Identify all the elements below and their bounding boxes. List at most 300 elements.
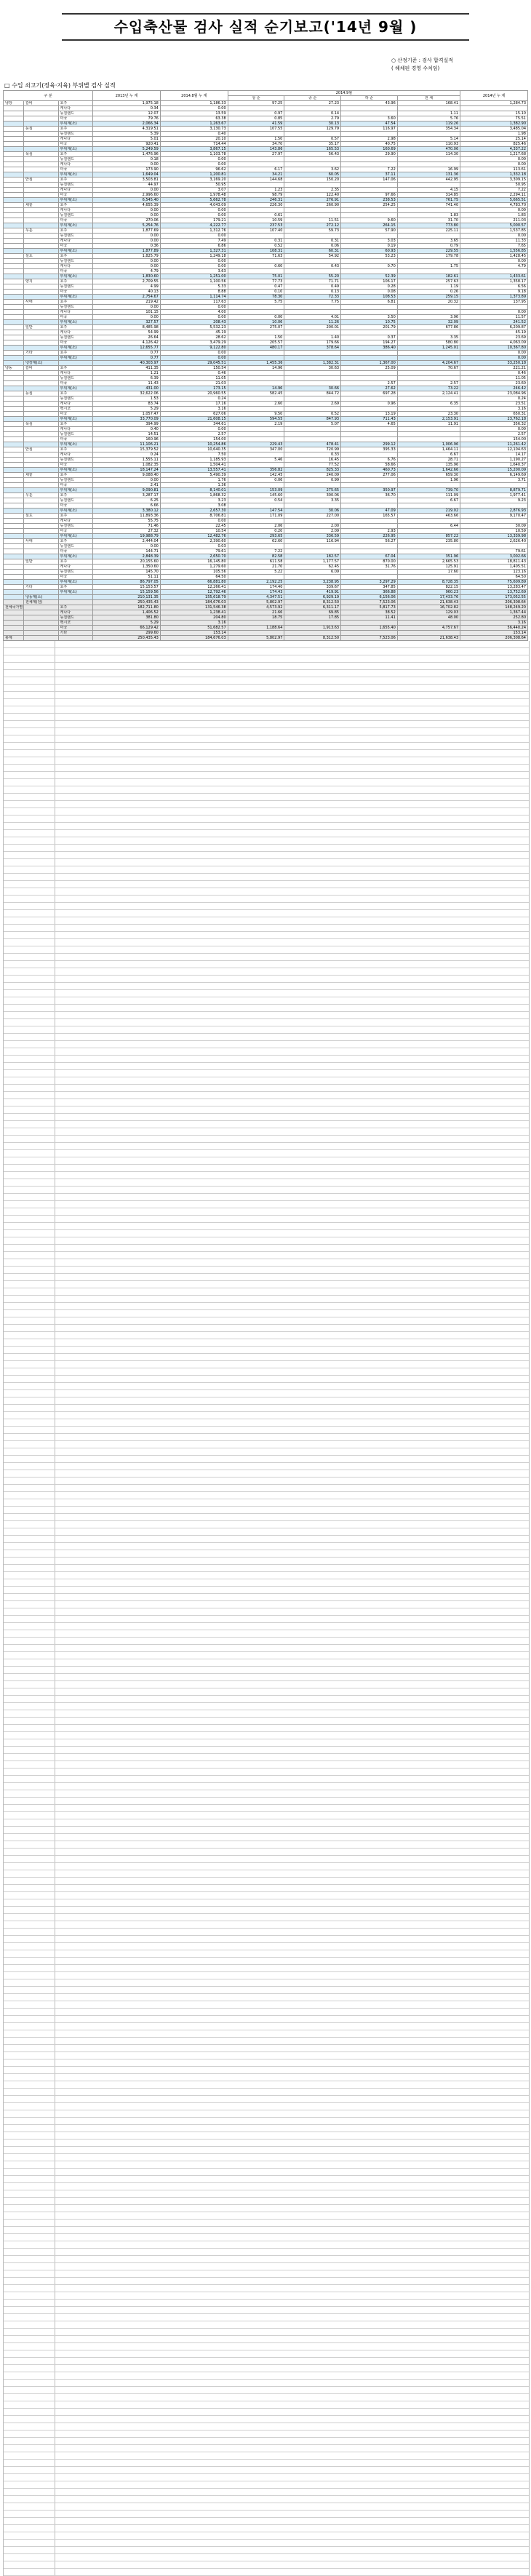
table-cell: 1,504.41 (160, 463, 228, 468)
table-cell (341, 621, 398, 626)
table-cell: 2.57 (460, 432, 528, 437)
table-cell: 22.45 (160, 524, 228, 529)
row-label-c3: 캐나다 (58, 239, 93, 244)
table-cell (284, 432, 341, 437)
table-cell: 2.41 (93, 483, 161, 488)
row-label-c3: 부위계(소) (58, 417, 93, 422)
table-cell: 11,893.36 (93, 514, 161, 519)
row-label-c1 (4, 524, 24, 529)
table-cell (341, 269, 398, 274)
row-label-c1: 총계 (4, 636, 24, 641)
table-cell: 17.60 (397, 570, 460, 575)
table-cell: 0.00 (160, 519, 228, 524)
table-row (4, 463, 528, 468)
row-label-c2 (24, 249, 58, 254)
table-cell: 1.11 (397, 111, 460, 116)
table-cell: 113.61 (460, 167, 528, 172)
table-cell (284, 631, 341, 636)
table-row (4, 137, 528, 142)
row-label-c3: 부위계(소) (58, 356, 93, 361)
table-cell: 82.58 (228, 554, 284, 559)
table-cell: 131,546.38 (160, 605, 228, 610)
table-cell: 7,523.06 (341, 636, 398, 641)
table-cell: 857.22 (397, 534, 460, 539)
row-label-c2 (24, 437, 58, 442)
table-cell: 108.31 (228, 249, 284, 254)
row-label-c1 (4, 559, 24, 565)
table-row (4, 498, 528, 503)
table-cell: 0.85 (228, 116, 284, 121)
table-cell: 12,104.63 (460, 447, 528, 452)
table-cell: 339.67 (284, 585, 341, 590)
row-label-c2: 목심 (24, 152, 58, 157)
table-cell: 123.16 (460, 570, 528, 575)
table-cell: 32.09 (397, 320, 460, 325)
table-cell: 386.40 (341, 346, 398, 351)
table-cell: 116.97 (341, 127, 398, 132)
table-cell (341, 330, 398, 335)
row-label-c1 (4, 111, 24, 116)
table-cell (397, 621, 460, 626)
table-cell: 31.70 (397, 218, 460, 223)
row-label-c2: 사태 (24, 300, 58, 305)
table-cell: 0.31 (228, 239, 284, 244)
table-cell: 3.07 (160, 188, 228, 193)
row-label-c1 (4, 310, 24, 315)
table-cell: 9.18 (460, 290, 528, 295)
table-cell (341, 162, 398, 167)
row-label-c2 (24, 524, 58, 529)
table-cell: 150.20 (284, 178, 341, 183)
table-cell (284, 356, 341, 361)
table-cell (341, 106, 398, 111)
row-label-c2: 설도 (24, 514, 58, 519)
table-row (4, 361, 528, 366)
row-label-c2 (24, 223, 58, 228)
row-label-c1 (4, 244, 24, 249)
table-cell: 0.00 (93, 208, 161, 213)
table-cell: 45.19 (160, 330, 228, 335)
table-cell (284, 437, 341, 442)
table-cell: 0.00 (93, 213, 161, 218)
row-label-c2 (24, 468, 58, 473)
table-cell: 13,283.47 (460, 585, 528, 590)
table-cell: 20,155.60 (93, 559, 161, 565)
table-cell: 12.07 (93, 111, 161, 116)
table-cell: 5,000.57 (460, 223, 528, 228)
row-label-c1 (4, 361, 24, 366)
row-label-c2 (24, 442, 58, 447)
table-cell: 143.86 (228, 147, 284, 152)
row-label-c2 (24, 356, 58, 361)
inspection-table (3, 90, 528, 641)
table-cell (228, 310, 284, 315)
table-cell (397, 208, 460, 213)
row-label-c3: 부위계(소) (58, 488, 93, 493)
table-cell: 4,222.77 (160, 223, 228, 228)
header-early: 상 순 (228, 96, 284, 101)
table-cell: 71.63 (228, 254, 284, 259)
table-cell: 13.59 (160, 111, 228, 116)
table-cell: 1.53 (93, 396, 161, 402)
table-cell: 254.25 (341, 203, 398, 208)
row-label-c2 (24, 295, 58, 300)
row-label-c3: 뉴질랜드 (58, 234, 93, 239)
table-cell: 145.70 (93, 570, 161, 575)
row-label-c1 (4, 417, 24, 422)
row-label-c2 (24, 529, 58, 534)
table-cell: 13.19 (341, 412, 398, 417)
table-cell: 117.63 (160, 300, 228, 305)
table-cell: 6.66 (93, 503, 161, 509)
table-row (4, 519, 528, 524)
table-row (4, 427, 528, 432)
table-cell: 1.36 (160, 483, 228, 488)
table-cell: 200.01 (284, 325, 341, 330)
table-cell: 98.79 (228, 193, 284, 198)
table-cell: 1.50 (228, 335, 284, 340)
row-label-c1 (4, 437, 24, 442)
table-cell: 0.00 (93, 544, 161, 549)
table-cell: 2.98 (341, 137, 398, 142)
row-label-c1 (4, 249, 24, 254)
table-row (4, 183, 528, 188)
table-cell: 11.33 (460, 239, 528, 244)
table-row (4, 300, 528, 305)
table-cell: 41.59 (228, 121, 284, 127)
row-label-c1 (4, 621, 24, 626)
table-cell: 336.59 (284, 534, 341, 539)
table-cell: 3.08 (160, 503, 228, 509)
table-cell: 33,770.09 (93, 417, 161, 422)
table-cell: 1,284.73 (460, 101, 528, 106)
table-cell: 6.67 (397, 452, 460, 458)
table-cell: 0.00 (460, 259, 528, 264)
table-cell: 21.03 (160, 381, 228, 386)
table-cell: 2,876.93 (460, 509, 528, 514)
table-cell: 0.24 (460, 396, 528, 402)
table-cell: 2.35 (284, 188, 341, 193)
table-cell: 354.34 (397, 127, 460, 132)
table-cell: 12,655.77 (93, 346, 161, 351)
row-label-c1 (4, 585, 24, 590)
table-cell: 1,006.96 (397, 442, 460, 447)
table-cell: 419.91 (284, 590, 341, 595)
table-cell: 5.29 (93, 621, 161, 626)
table-cell: 252.80 (460, 615, 528, 621)
table-cell: 0.37 (341, 335, 398, 340)
row-label-c2: 기타 (24, 585, 58, 590)
table-row (4, 213, 528, 218)
table-cell: 4.15 (397, 188, 460, 193)
row-label-c3: 부위계(소) (58, 534, 93, 539)
table-cell: 300.06 (284, 493, 341, 498)
table-cell: 0.00 (93, 305, 161, 310)
row-label-c1 (4, 493, 24, 498)
row-label-c1 (4, 315, 24, 320)
table-cell: 5.07 (284, 422, 341, 427)
row-label-c1 (4, 106, 24, 111)
row-label-c1 (4, 239, 24, 244)
table-cell: 711.43 (341, 417, 398, 422)
table-cell (341, 498, 398, 503)
row-label-c3: 호주 (58, 493, 93, 498)
table-cell: 5,802.97 (228, 600, 284, 605)
row-label-c3: 부위계(소) (58, 320, 93, 325)
row-label-c2 (24, 396, 58, 402)
table-cell: 0.40 (160, 132, 228, 137)
row-label-c2 (24, 417, 58, 422)
table-row (4, 636, 528, 641)
table-cell: 7.22 (228, 549, 284, 554)
row-label-c2 (24, 116, 58, 121)
row-label-c2 (24, 478, 58, 483)
table-cell: 0.70 (341, 264, 398, 269)
table-cell: 54.92 (284, 254, 341, 259)
row-label-c2: 채끝 (24, 473, 58, 478)
table-cell: 0.03 (160, 544, 228, 549)
row-label-c1 (4, 615, 24, 621)
row-label-c1 (4, 147, 24, 152)
table-row (4, 111, 528, 116)
table-cell (284, 396, 341, 402)
table-cell: 0.18 (93, 157, 161, 162)
table-cell (341, 259, 398, 264)
table-cell: 2,848.39 (93, 554, 161, 559)
table-cell: 1,251.00 (160, 274, 228, 279)
table-row (4, 396, 528, 402)
table-cell: 3,485.04 (460, 127, 528, 132)
table-cell: 0.00 (460, 310, 528, 315)
table-cell: 5,254.76 (93, 223, 161, 228)
table-cell: 2,650.70 (160, 554, 228, 559)
table-cell: 2.19 (228, 422, 284, 427)
table-cell: 0.79 (397, 244, 460, 249)
row-label-c2: 우둔 (24, 493, 58, 498)
table-cell: 480.17 (228, 346, 284, 351)
table-cell: 8,706.81 (160, 514, 228, 519)
table-cell (341, 437, 398, 442)
table-cell (284, 407, 341, 412)
header-mid: 중 순 (284, 96, 341, 101)
table-cell: 8,728.35 (397, 580, 460, 585)
row-label-c1 (4, 127, 24, 132)
table-cell: 66,881.80 (160, 580, 228, 585)
row-label-c3: 호주 (58, 254, 93, 259)
table-cell (228, 259, 284, 264)
table-row (4, 356, 528, 361)
table-cell: 235.80 (397, 539, 460, 544)
table-cell: 650.31 (460, 412, 528, 417)
table-cell: 34.70 (228, 142, 284, 147)
table-row (4, 121, 528, 127)
table-cell: 20.10 (160, 137, 228, 142)
table-cell: 2,626.40 (460, 539, 528, 544)
row-label-c1 (4, 447, 24, 452)
row-label-c2: 안심 (24, 447, 58, 452)
table-cell: 5.22 (228, 570, 284, 575)
row-label-c3 (58, 361, 93, 366)
table-cell: 122.40 (284, 193, 341, 198)
table-cell: 54.99 (93, 330, 161, 335)
table-row (4, 544, 528, 549)
table-cell: 0.00 (160, 157, 228, 162)
table-cell: 6.35 (397, 402, 460, 407)
table-cell: 1,103.78 (160, 152, 228, 157)
table-cell: 1,249.18 (160, 254, 228, 259)
table-cell: 844.72 (284, 391, 341, 396)
row-label-c3: 뉴질랜드 (58, 259, 93, 264)
table-cell: 2,996.60 (93, 193, 161, 198)
row-label-c2 (24, 554, 58, 559)
table-cell (341, 310, 398, 315)
table-cell: 96.62 (160, 167, 228, 172)
table-continuation (3, 641, 530, 2576)
table-cell: 1,327.31 (160, 249, 228, 254)
table-cell (228, 407, 284, 412)
table-cell: 1,382.90 (460, 121, 528, 127)
table-cell: 2,709.55 (93, 279, 161, 284)
table-cell (228, 305, 284, 310)
table-cell: 6.17 (228, 167, 284, 172)
table-cell: 226.95 (341, 534, 398, 539)
table-cell: 0.00 (93, 259, 161, 264)
table-cell: 0.00 (460, 208, 528, 213)
table-cell: 8,879.71 (460, 488, 528, 493)
table-cell (284, 213, 341, 218)
table-cell (284, 483, 341, 488)
table-cell: 3.62 (284, 167, 341, 172)
table-cell: 773.80 (397, 223, 460, 228)
table-cell: 21,608.15 (160, 417, 228, 422)
table-cell: 10.59 (460, 529, 528, 534)
table-cell: 580.80 (397, 340, 460, 346)
table-row (4, 315, 528, 320)
table-row (4, 239, 528, 244)
row-label-c2 (24, 340, 58, 346)
row-label-c1 (4, 152, 24, 157)
row-label-c1 (4, 218, 24, 223)
table-cell: 6,156.06 (341, 595, 398, 600)
row-label-c1 (4, 208, 24, 213)
table-cell: 45.19 (460, 330, 528, 335)
table-cell: 15,200.09 (460, 468, 528, 473)
table-cell: 11.05 (160, 376, 228, 381)
table-row (4, 188, 528, 193)
table-cell: 2,124.41 (397, 391, 460, 396)
row-label-c3: 부위계(소) (58, 442, 93, 447)
table-cell: 147.06 (341, 178, 398, 183)
table-cell: 5.29 (93, 407, 161, 412)
table-cell: 10.54 (160, 529, 228, 534)
table-cell (341, 427, 398, 432)
table-cell (284, 305, 341, 310)
table-cell: 47.09 (341, 509, 398, 514)
row-label-c1 (4, 610, 24, 615)
table-cell: 739.70 (397, 488, 460, 493)
table-row (4, 335, 528, 340)
table-cell: 277.06 (341, 473, 398, 478)
table-row (4, 509, 528, 514)
table-cell: 0.47 (228, 284, 284, 290)
table-cell (284, 351, 341, 356)
row-label-c2 (24, 503, 58, 509)
table-cell: 211.03 (460, 218, 528, 223)
row-label-c1 (4, 274, 24, 279)
table-cell: 57.90 (341, 228, 398, 234)
table-row (4, 473, 528, 478)
table-cell: 3,479.29 (160, 340, 228, 346)
row-label-c1 (4, 371, 24, 376)
row-label-c3: 캐나다 (58, 452, 93, 458)
table-cell (228, 330, 284, 335)
row-label-c3: 미국 (58, 412, 93, 417)
table-cell (228, 162, 284, 167)
table-cell (397, 157, 460, 162)
row-label-c2: 설도 (24, 254, 58, 259)
table-cell: 1.83 (397, 213, 460, 218)
table-row (4, 549, 528, 554)
table-cell: 15,153.57 (93, 585, 161, 590)
row-label-c1 (4, 396, 24, 402)
row-label-c3: 캐나다 (58, 264, 93, 269)
row-label-c1 (4, 188, 24, 193)
table-cell: 64.50 (160, 575, 228, 580)
table-cell: 0.00 (160, 162, 228, 167)
table-cell: 15,379.52 (93, 447, 161, 452)
row-label-c1 (4, 351, 24, 356)
note-line: ○ 산정기준 : 검사 합격실적 (391, 57, 453, 63)
table-cell: 1,100.56 (160, 279, 228, 284)
table-cell: 0.00 (93, 234, 161, 239)
row-label-c2: 우둔 (24, 228, 58, 234)
table-cell: 3.16 (160, 407, 228, 412)
table-cell: 75.51 (460, 116, 528, 121)
table-cell (341, 132, 398, 137)
table-cell: 184,676.03 (160, 636, 228, 641)
table-cell: 299.60 (93, 631, 161, 636)
table-cell: 0.00 (160, 213, 228, 218)
table-cell: 356.32 (460, 422, 528, 427)
table-cell: 1,405.51 (460, 565, 528, 570)
table-cell: 30.13 (284, 121, 341, 127)
row-label-c3: 미국 (58, 549, 93, 554)
table-cell: 10.75 (341, 320, 398, 325)
row-label-c2 (24, 106, 58, 111)
table-row (4, 106, 528, 111)
table-cell: 25.09 (341, 366, 398, 371)
row-label-c1 (4, 228, 24, 234)
row-label-c2 (24, 264, 58, 269)
row-label-c1 (4, 264, 24, 269)
table-cell (397, 427, 460, 432)
table-cell: 2.00 (284, 524, 341, 529)
row-label-c2 (24, 188, 58, 193)
table-cell: 0.00 (160, 234, 228, 239)
table-cell: 77.52 (284, 463, 341, 468)
table-cell: 0.00 (160, 356, 228, 361)
table-cell: 0.49 (284, 284, 341, 290)
table-cell: 3,503.81 (93, 178, 161, 183)
table-cell (341, 544, 398, 549)
row-label-c1 (4, 473, 24, 478)
table-cell (284, 621, 341, 626)
table-cell: 179.66 (284, 340, 341, 346)
table-cell: 1,555.11 (93, 458, 161, 463)
table-cell (284, 162, 341, 167)
row-label-c1 (4, 391, 24, 396)
table-cell: 366.88 (341, 590, 398, 595)
